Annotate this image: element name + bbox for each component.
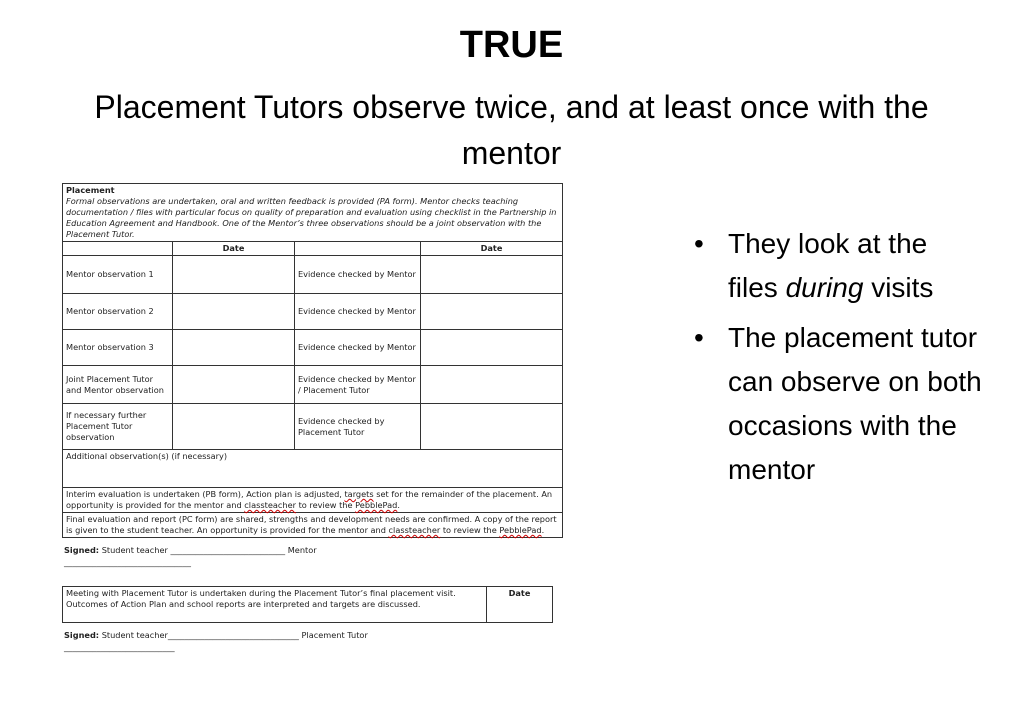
placement-observation-table xyxy=(62,183,563,538)
bullet-text: visits xyxy=(863,272,934,303)
observation-label: Joint Placement Tutor and Mentor observation xyxy=(63,366,173,404)
bullet-text: The placement tutor can observe on both occasions with the mentor xyxy=(728,322,982,485)
signature-line xyxy=(64,544,562,568)
date-cell xyxy=(421,366,563,404)
final-text: Final evaluation and report (PC form) are shared, strengths and development needs are confirmed. A copy of the report is given to the student teacher. An opportunity is provided for the mentor and xyxy=(66,514,557,535)
form-intro: Formal observations are undertaken, oral and written feedback is provided (PA form). Mentor checks teaching documentation / files with particular focus on quality of preparation and evaluation using checklist in the Partnership in Education Agreement and Handbook. One of the Mentor’s three observations should be a joint observation with the Placement Tutor. xyxy=(66,196,557,239)
signature-line-2 xyxy=(64,629,562,653)
form-heading: Placement xyxy=(66,185,115,195)
evidence-label: Evidence checked by Mentor xyxy=(295,330,421,366)
observation-label: If necessary further Placement Tutor observation xyxy=(63,404,173,450)
bullet-item xyxy=(694,316,984,492)
final-text: classteacher xyxy=(388,525,441,535)
bullet-text: They look at the files xyxy=(728,228,928,303)
blank-header-cell xyxy=(295,242,421,256)
meeting-text: Meeting with Placement Tutor is undertaken during the Placement Tutor’s final placement visit. Outcomes of Action Plan and school reports are interpreted and targets are discussed. xyxy=(63,587,487,623)
meeting-table-wrapper xyxy=(62,586,562,623)
interim-text: targets xyxy=(344,489,374,499)
interim-evaluation xyxy=(63,488,563,513)
slide-title: TRUE xyxy=(459,24,564,66)
final-text: to review the xyxy=(440,525,500,535)
final-text: PebblePad xyxy=(499,525,542,535)
signed2-student-tutor: Student teacher________________________________ Placement Tutor xyxy=(99,630,368,640)
date-cell xyxy=(173,294,295,330)
date-cell xyxy=(173,256,295,294)
blank-header-cell xyxy=(63,242,173,256)
date-cell xyxy=(173,404,295,450)
date-cell xyxy=(421,330,563,366)
interim-text: PebblePad xyxy=(355,500,398,510)
additional-observation: Additional observation(s) (if necessary) xyxy=(63,450,563,488)
bullet-glyph: • xyxy=(694,322,704,353)
interim-text: set for the remainder of the placement. An opportunity is provided for the mentor and xyxy=(66,489,553,510)
bullet-list xyxy=(694,222,984,498)
date-cell xyxy=(421,256,563,294)
interim-text: classteacher xyxy=(244,500,296,510)
signed-label: Signed: xyxy=(64,545,100,555)
date-cell xyxy=(173,366,295,404)
meeting-date-header: Date xyxy=(487,587,553,623)
interim-text: Interim evaluation is undertaken (PB form), Action plan is adjusted, xyxy=(66,489,345,499)
slide-subtitle: Placement Tutors observe twice, and at least once with the mentor xyxy=(94,89,929,171)
form-heading-cell xyxy=(63,184,563,242)
observation-label: Mentor observation 1 xyxy=(63,256,173,294)
date-cell xyxy=(421,404,563,450)
observation-label: Mentor observation 3 xyxy=(63,330,173,366)
bullet-item xyxy=(694,222,984,310)
placement-form-image xyxy=(62,183,562,653)
interim-text: . xyxy=(397,500,400,510)
date-cell xyxy=(173,330,295,366)
bullet-glyph: • xyxy=(694,228,704,259)
signed2-label: Signed: xyxy=(64,630,100,640)
evidence-label: Evidence checked by Mentor xyxy=(295,294,421,330)
meeting-table xyxy=(62,586,553,623)
signed2-underline: ___________________________ xyxy=(64,642,175,652)
evidence-label: Evidence checked by Mentor xyxy=(295,256,421,294)
final-text: . xyxy=(541,525,545,535)
final-evaluation xyxy=(63,513,563,538)
date-header-1: Date xyxy=(173,242,295,256)
interim-text: to review the xyxy=(295,500,356,510)
signed-student-mentor: Student teacher ____________________________ Mentor xyxy=(99,545,317,555)
evidence-label: Evidence checked by Mentor / Placement Tutor xyxy=(295,366,421,404)
evidence-label: Evidence checked by Placement Tutor xyxy=(295,404,421,450)
date-header-2: Date xyxy=(421,242,563,256)
observation-label: Mentor observation 2 xyxy=(63,294,173,330)
bullet-emphasis: during xyxy=(785,272,864,303)
date-cell xyxy=(421,294,563,330)
signed-underline: _______________________________ xyxy=(64,557,191,567)
